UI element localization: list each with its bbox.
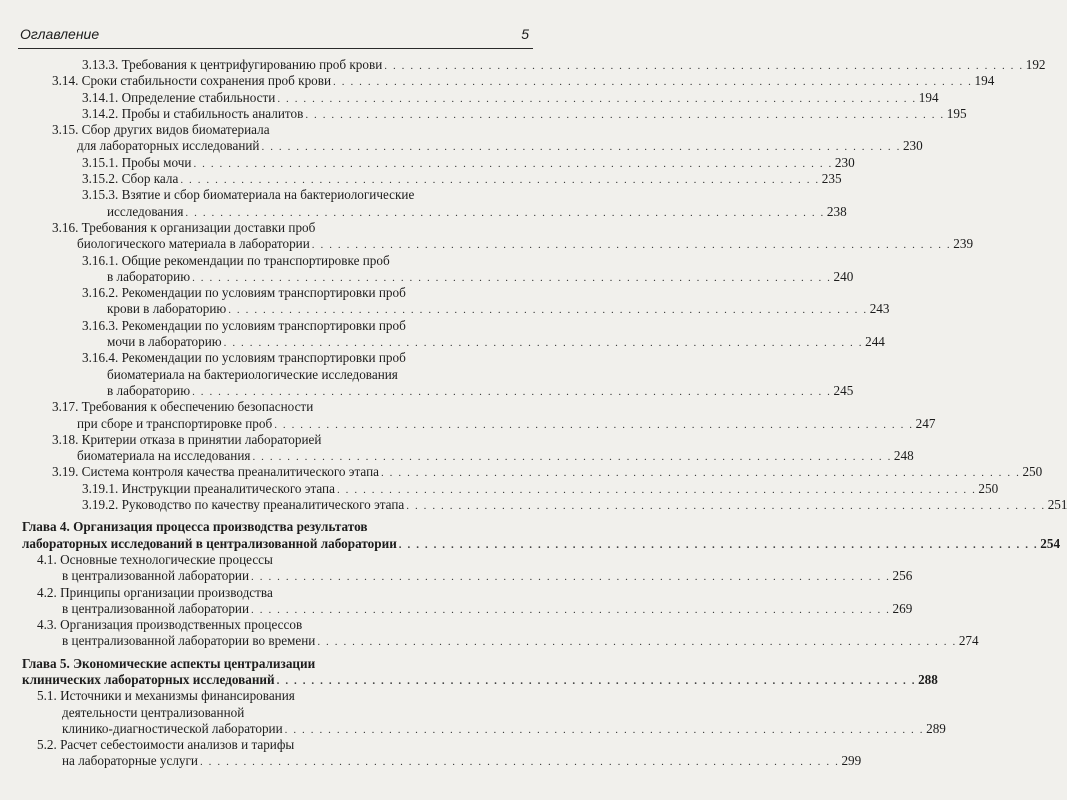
toc-page-number: 299: [841, 753, 862, 769]
toc-chapter-line: [22, 671, 938, 688]
dot-leader: [274, 417, 913, 433]
table-of-contents: [22, 57, 1067, 770]
toc-entry-line: [22, 432, 512, 448]
toc-entry-line: [22, 480, 999, 497]
toc-entry-line: [22, 301, 890, 317]
toc-entry-text: 5.2. Расчет себестоимости анализов и тарифы: [37, 737, 295, 753]
dot-leader: [262, 139, 901, 155]
dot-leader: [251, 602, 890, 618]
toc-entry-text: в централизованной лаборатории: [62, 600, 250, 616]
toc-entry-text: биологического материала в лаборатории: [77, 236, 310, 252]
toc-entry-line: [22, 633, 979, 649]
toc-chapter-line: [22, 535, 1061, 552]
dot-leader: [251, 569, 890, 585]
toc-entry-line: [22, 73, 995, 89]
toc-entry-text: Глава 5. Экономические аспекты централизации: [22, 655, 316, 671]
dot-leader: [384, 58, 1023, 74]
dot-leader: [277, 673, 916, 689]
toc-page-number: 251: [1047, 497, 1067, 513]
toc-entry-line: [22, 367, 512, 383]
toc-entry-line: [22, 220, 512, 236]
toc-entry-line: [22, 203, 847, 220]
toc-entry-line: [22, 688, 512, 704]
toc-entry-text: 3.15.3. Взятие и сбор биоматериала на бактериологические: [82, 187, 415, 203]
toc-entry-line: [22, 285, 512, 301]
toc-entry-text: 3.14.1. Определение стабильности: [82, 89, 276, 105]
toc-entry-text: в лабораторию: [107, 382, 191, 398]
toc-entry-text: исследования: [107, 203, 184, 219]
toc-page-number: 243: [869, 301, 890, 317]
toc-entry-line: [22, 753, 862, 769]
header-title: Оглавление: [20, 26, 100, 42]
toc-entry-text: Глава 4. Организация процесса производства результатов: [22, 519, 368, 535]
dot-leader: [192, 384, 831, 400]
toc-entry-line: [22, 236, 974, 252]
toc-entry-text: 3.16.4. Рекомендации по условиям транспортировки проб: [82, 350, 406, 366]
toc-entry-line: [22, 105, 967, 122]
dot-leader: [381, 465, 1020, 481]
toc-entry-text: 3.19.1. Инструкции преаналитического этапа: [82, 480, 335, 496]
toc-entry-text: 3.18. Критерии отказа в принятии лабораторией: [52, 431, 322, 447]
dot-leader: [252, 449, 891, 465]
toc-entry-text: 3.15. Сбор других видов биоматериала: [52, 122, 270, 138]
toc-entry-text: для лабораторных исследований: [77, 138, 260, 154]
toc-page-number: 194: [974, 73, 995, 89]
toc-entry-text: 3.16.2. Рекомендации по условиям транспортировки проб: [82, 285, 406, 301]
dot-leader: [228, 302, 867, 318]
dot-leader: [317, 634, 956, 650]
running-header: [18, 26, 533, 49]
toc-entry-text: 3.16.3. Рекомендации по условиям транспортировки проб: [82, 317, 406, 333]
toc-entry-line: [22, 138, 923, 154]
toc-entry-line: [22, 464, 1043, 480]
toc-page-number: 247: [915, 415, 936, 431]
toc-entry-line: [22, 585, 512, 601]
toc-page-number: 239: [953, 236, 974, 252]
toc-entry-text: 3.16. Требования к организации доставки проб: [52, 219, 316, 235]
toc-entry-text: 4.3. Организация производственных процессов: [37, 617, 303, 633]
toc-entry-line: [22, 720, 946, 737]
dot-leader: [333, 74, 972, 90]
toc-entry-text: крови в лабораторию: [107, 301, 227, 317]
toc-entry-line: [22, 737, 512, 753]
toc-page-number: 289: [926, 720, 946, 736]
toc-page-number: 240: [833, 268, 854, 284]
toc-entry-text: в централизованной лаборатории во времени: [62, 633, 316, 649]
toc-page-number: 245: [833, 382, 854, 398]
dot-leader: [180, 172, 819, 188]
toc-entry-line: [22, 552, 512, 568]
toc-page-number: 244: [865, 334, 885, 350]
dot-leader: [305, 107, 944, 123]
header-page-number: 5: [521, 26, 529, 42]
toc-entry-text: 3.15.1. Пробы мочи: [82, 154, 192, 170]
toc-entry-line: [22, 154, 855, 171]
toc-entry-line: [22, 89, 939, 106]
toc-page-number: 274: [958, 633, 979, 649]
toc-entry-text: мочи в лабораторию: [107, 334, 222, 350]
toc-entry-text: в централизованной лаборатории: [62, 568, 250, 584]
toc-entry-line: [22, 399, 512, 415]
toc-entry-text: 3.19.2. Руководство по качеству преаналитического этапа: [82, 497, 405, 513]
toc-entry-text: клинических лабораторных исследований: [22, 671, 275, 687]
toc-entry-text: 4.1. Основные технологические процессы: [37, 551, 273, 567]
toc-entry-text: 3.13.3. Требования к центрифугированию проб крови: [82, 57, 383, 72]
toc-page-number: 195: [946, 105, 967, 121]
dot-leader: [192, 270, 831, 286]
toc-entry-text: 3.17. Требования к обеспечению безопасности: [52, 399, 314, 415]
toc-entry-text: при сборе и транспортировке проб: [77, 415, 273, 431]
toc-entry-line: [22, 187, 512, 203]
toc-entry-text: биоматериала на бактериологические исследования: [107, 366, 398, 382]
toc-entry-text: 4.2. Принципы организации производства: [37, 584, 273, 600]
toc-page-number: 250: [978, 480, 999, 496]
toc-page-number: 238: [826, 203, 847, 219]
toc-page-number: 235: [821, 171, 842, 187]
toc-page-number: 250: [1022, 464, 1043, 480]
toc-page-number: 269: [892, 600, 913, 616]
dot-leader: [224, 335, 863, 351]
toc-entry-text: 3.14. Сроки стабильности сохранения проб крови: [52, 73, 332, 89]
toc-entry-line: [22, 617, 512, 633]
toc-entry-line: [22, 318, 512, 334]
toc-entry-line: [22, 600, 913, 617]
toc-entry-line: [22, 568, 913, 584]
dot-leader: [277, 91, 916, 107]
toc-entry-text: 3.14.2. Пробы и стабильность аналитов: [82, 105, 304, 121]
toc-entry-line: [22, 705, 512, 721]
toc-entry-line: [22, 334, 885, 350]
toc-entry-line: [22, 268, 854, 285]
toc-page-number: 256: [892, 568, 913, 584]
toc-entry-text: лабораторных исследований в централизованной лаборатории: [22, 535, 397, 551]
dot-leader: [399, 537, 1038, 553]
dot-leader: [312, 237, 951, 253]
toc-entry-line: [22, 415, 936, 432]
toc-chapter-line: [22, 656, 512, 672]
toc-entry-text: 5.1. Источники и механизмы финансирования: [37, 688, 295, 704]
dot-leader: [200, 754, 839, 770]
toc-entry-line: [22, 253, 512, 269]
toc-entry-text: 3.16.1. Общие рекомендации по транспортировке проб: [82, 252, 390, 268]
toc-page-number: 194: [918, 89, 939, 105]
toc-page-number: 288: [918, 671, 938, 687]
toc-page-number: 254: [1040, 535, 1061, 551]
toc-entry-line: [22, 350, 512, 366]
toc-chapter-line: [22, 519, 512, 535]
toc-page-number: 230: [902, 138, 923, 154]
dot-leader: [193, 156, 832, 172]
dot-leader: [185, 205, 824, 221]
toc-entry-text: биоматериала на исследования: [77, 448, 251, 464]
dot-leader: [337, 482, 976, 498]
toc-entry-text: клинико-диагностической лаборатории: [62, 720, 283, 736]
toc-entry-text: на лабораторные услуги: [62, 753, 198, 769]
toc-entry-line: [22, 497, 1067, 513]
toc-entry-line: [22, 382, 854, 399]
toc-entry-text: 3.19. Система контроля качества преаналитического этапа: [52, 464, 379, 480]
toc-page-number: 192: [1025, 57, 1046, 72]
toc-page-number: 230: [834, 154, 855, 170]
dot-leader: [406, 498, 1045, 514]
toc-entry-line: [22, 448, 914, 464]
toc-entry-text: деятельности централизованной: [62, 704, 245, 720]
toc-entry-line: [22, 122, 512, 138]
toc-entry-line: [22, 57, 1046, 73]
dot-leader: [285, 722, 924, 738]
toc-entry-line: [22, 171, 842, 187]
toc-page-number: 248: [893, 448, 914, 464]
toc-entry-text: в лабораторию: [107, 268, 191, 284]
toc-entry-text: 3.15.2. Сбор кала: [82, 171, 179, 187]
